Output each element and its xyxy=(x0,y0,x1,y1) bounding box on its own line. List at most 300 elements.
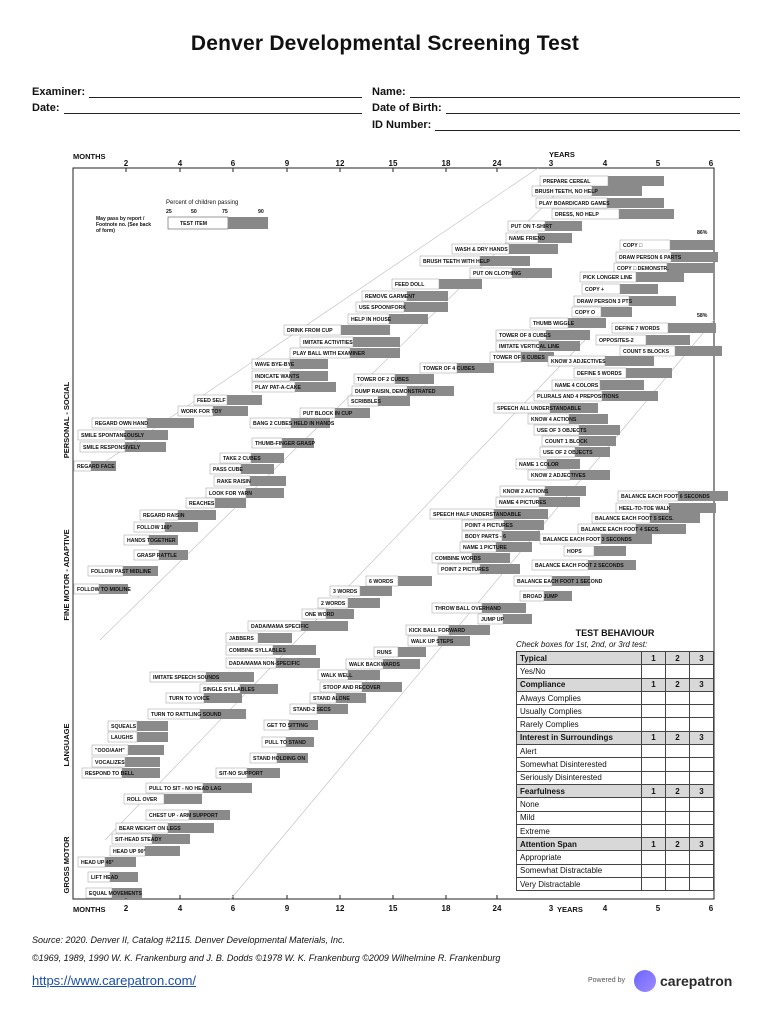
years-label-top: YEARS xyxy=(549,150,575,159)
test-item-label: INDICATE WANTS xyxy=(255,374,300,380)
behaviour-option-label: Somewhat Disinterested xyxy=(517,758,642,771)
bottom-month-15: 15 xyxy=(388,904,398,913)
test-item-label: GRASP RATTLE xyxy=(137,553,177,559)
test-item-label: BROAD JUMP xyxy=(523,594,558,600)
behaviour-checkbox[interactable] xyxy=(642,745,666,758)
behaviour-checkbox[interactable] xyxy=(690,665,714,678)
test-item-label: NAME 1 COLOR xyxy=(519,462,559,468)
test-item-bar xyxy=(508,221,582,231)
carepatron-logo-icon xyxy=(634,970,656,992)
test-item-bar xyxy=(366,576,432,586)
test-item-bar xyxy=(578,524,686,534)
test-item-label: SPEECH ALL UNDERSTANDABLE xyxy=(497,406,582,412)
bottom-year-6: 6 xyxy=(708,904,714,913)
test-item-bar xyxy=(348,314,428,324)
behaviour-checkbox[interactable] xyxy=(666,851,690,864)
test-item-bar xyxy=(300,337,400,347)
behaviour-checkbox[interactable] xyxy=(690,758,714,771)
test-item-label: IMITATE ACTIVITIES xyxy=(303,340,353,346)
behaviour-checkbox[interactable] xyxy=(690,851,714,864)
test-item-label: PLAY BALL WITH EXAMINER xyxy=(293,351,365,357)
behaviour-checkbox[interactable] xyxy=(642,851,666,864)
test-item-label: HEAD UP 45° xyxy=(81,860,114,866)
test-item-label: "OOO/AAH" xyxy=(95,748,125,754)
behaviour-option-label: Seriously Disinterested xyxy=(517,771,642,784)
test-item-label: IMITATE SPEECH SOUNDS xyxy=(153,675,220,681)
behaviour-checkbox[interactable] xyxy=(642,705,666,718)
behaviour-checkbox[interactable] xyxy=(690,798,714,811)
test-item-label: SQUEALS xyxy=(111,724,137,730)
tick-labels-bottom xyxy=(124,895,714,913)
test-item-bar xyxy=(226,645,316,655)
behaviour-checkbox[interactable] xyxy=(642,878,666,891)
test-item-bar xyxy=(616,503,716,513)
test-item-bar xyxy=(150,672,254,682)
behaviour-option-row xyxy=(517,878,714,891)
pct-58-label: 58% xyxy=(697,313,708,319)
test-item-bar xyxy=(186,498,246,508)
behaviour-col-header: 2 xyxy=(666,838,690,851)
test-item-label: BODY PARTS - 6 xyxy=(465,534,507,540)
test-item-bar xyxy=(146,810,230,820)
test-item-bar xyxy=(618,491,728,501)
behaviour-option-row xyxy=(517,705,714,718)
test-item-label: SIT-HEAD STEADY xyxy=(115,837,162,843)
test-item-bar xyxy=(140,510,216,520)
dob-label: Date of Birth: xyxy=(372,102,442,114)
behaviour-group-row xyxy=(517,652,714,665)
test-item-bar xyxy=(108,721,168,731)
test-item-label: KNOW 2 ADJECTIVES xyxy=(531,473,586,479)
test-item-label: OPPOSITES-2 xyxy=(599,338,634,344)
test-item-label: TOWER OF 8 CUBES xyxy=(499,333,551,339)
test-behaviour-panel xyxy=(516,628,714,891)
behaviour-option-row xyxy=(517,758,714,771)
behaviour-group-row xyxy=(517,784,714,797)
bar-shaded-segment xyxy=(164,794,202,804)
test-item-label: TOWER OF 6 CUBES xyxy=(493,355,545,361)
test-item-label: GET TO SITTING xyxy=(267,723,309,729)
test-item-label: BRUSH TEETH WITH HELP xyxy=(423,259,490,265)
test-item-bar xyxy=(262,737,314,747)
behaviour-checkbox[interactable] xyxy=(666,798,690,811)
bar-shaded-segment xyxy=(669,503,716,513)
carepatron-logo-text: carepatron xyxy=(660,973,733,989)
test-item-label: WASH & DRY HANDS xyxy=(455,247,508,253)
behaviour-checkbox[interactable] xyxy=(642,771,666,784)
test-item-bar xyxy=(532,186,642,196)
bar-shaded-segment xyxy=(360,586,392,596)
source-block xyxy=(32,931,500,967)
top-month-4: 4 xyxy=(177,159,183,168)
behaviour-col-header: 1 xyxy=(642,784,666,797)
test-item-label: NAME 4 PICTURES xyxy=(499,500,547,506)
page-title: Denver Developmental Screening Test xyxy=(190,32,580,55)
section-personal-social: PERSONAL - SOCIAL xyxy=(62,381,71,459)
behaviour-option-label: Yes/No xyxy=(517,665,642,678)
test-item-bar xyxy=(214,476,286,486)
behaviour-checkbox[interactable] xyxy=(666,718,690,731)
test-item-bar xyxy=(612,323,716,333)
behaviour-col-header: 1 xyxy=(642,652,666,665)
test-item-bar xyxy=(374,647,426,657)
test-item-label: REGARD OWN HAND xyxy=(95,421,149,427)
test-item-label: SINGLE SYLLABLES xyxy=(203,687,255,693)
test-item-label: SMILE SPONTANEOUSLY xyxy=(81,433,145,439)
test-item-bar xyxy=(210,464,274,474)
legend-note-wrap xyxy=(96,216,156,240)
test-item-label: STAND-2 SECS xyxy=(293,707,331,713)
test-item-bar xyxy=(82,768,160,778)
test-item-label: CHEST UP - ARM SUPPORT xyxy=(149,813,218,819)
bar-shaded-segment xyxy=(290,359,328,369)
test-item-label: TAKE 2 CUBES xyxy=(223,456,261,462)
section-fine-motor: FINE MOTOR - ADAPTIVE xyxy=(62,529,71,621)
bar-shaded-segment xyxy=(594,546,626,556)
legend xyxy=(96,200,268,240)
test-item-bar xyxy=(540,534,652,544)
test-item-label: BALANCE EACH FOOT 1 SECOND xyxy=(517,579,603,585)
behaviour-option-row xyxy=(517,811,714,824)
behaviour-option-row xyxy=(517,745,714,758)
test-item-label: JABBERS xyxy=(229,636,254,642)
test-item-label: DRAW PERSON 3 PTS xyxy=(577,299,633,305)
bottom-month-2: 2 xyxy=(123,904,129,913)
test-item-label: RAKE RAISIN xyxy=(217,479,251,485)
test-item-bar xyxy=(116,823,214,833)
test-item-label: SCRIBBLES xyxy=(351,399,381,405)
powered-by-text: Powered by xyxy=(588,977,625,984)
test-item-bar xyxy=(330,586,392,596)
top-month-24: 24 xyxy=(492,159,502,168)
test-item-label: COMBINE SYLLABLES xyxy=(229,648,286,654)
test-item-bar xyxy=(200,684,278,694)
behaviour-group-row xyxy=(517,838,714,851)
test-item-bar xyxy=(542,436,616,446)
behaviour-checkbox[interactable] xyxy=(666,745,690,758)
test-item-label: WALK WELL xyxy=(321,673,353,679)
behaviour-col-header: 2 xyxy=(666,652,690,665)
behaviour-checkbox[interactable] xyxy=(642,665,666,678)
top-year-4: 4 xyxy=(602,159,608,168)
test-item-bar xyxy=(248,621,348,631)
test-item-label: BEAR WEIGHT ON LEGS xyxy=(119,826,181,832)
bar-shaded-segment xyxy=(241,464,274,474)
test-item-label: FEED DOLL xyxy=(395,282,425,288)
name-label: Name: xyxy=(372,86,406,98)
behaviour-option-row xyxy=(517,798,714,811)
test-item-bar xyxy=(290,348,400,358)
behaviour-checkbox[interactable] xyxy=(642,824,666,837)
behaviour-checkbox[interactable] xyxy=(690,811,714,824)
test-item-bar xyxy=(352,386,454,396)
test-item-bar xyxy=(80,442,166,452)
behaviour-option-row xyxy=(517,864,714,877)
test-item-label: WORK FOR TOY xyxy=(181,409,222,415)
behaviour-option-row xyxy=(517,691,714,704)
test-item-label: BRUSH TEETH, NO HELP xyxy=(535,189,598,195)
behaviour-checkbox[interactable] xyxy=(642,811,666,824)
test-item-label: NAME 4 COLORS xyxy=(555,383,599,389)
test-item-bar xyxy=(290,704,348,714)
test-item-bar xyxy=(460,542,532,552)
behaviour-checkbox[interactable] xyxy=(642,864,666,877)
behaviour-checkbox[interactable] xyxy=(666,771,690,784)
test-item-label: USE OF 3 OBJECTS xyxy=(537,428,587,434)
test-item-label: POINT 4 PICTURES xyxy=(465,523,513,529)
behaviour-option-label: Appropriate xyxy=(517,851,642,864)
test-item-label: REGARD FACE xyxy=(77,464,115,470)
test-item-bar xyxy=(302,609,354,619)
bar-shaded-segment xyxy=(439,279,482,289)
test-item-bar xyxy=(592,513,700,523)
behaviour-checkbox[interactable] xyxy=(666,864,690,877)
test-item-label: ONE WORD xyxy=(305,612,335,618)
test-item-label: REGARD RAISIN xyxy=(143,513,185,519)
test-item-bar xyxy=(74,461,116,471)
test-item-label: STAND ALONE xyxy=(313,696,350,702)
test-item-bar xyxy=(528,470,610,480)
test-item-label: BANG 2 CUBES HELD IN HANDS xyxy=(253,421,335,427)
behaviour-option-label: None xyxy=(517,798,642,811)
test-item-label: KNOW 4 ACTIONS xyxy=(531,417,577,423)
test-item-bar xyxy=(264,720,318,730)
behaviour-col-header: 3 xyxy=(690,784,714,797)
test-item-bar xyxy=(564,546,626,556)
test-item-label: WALK UP STEPS xyxy=(411,639,454,645)
bar-shaded-segment xyxy=(404,302,448,312)
behaviour-col-header: 3 xyxy=(690,652,714,665)
behaviour-subtitle: Check boxes for 1st, 2nd, or 3rd test: xyxy=(516,640,648,649)
test-item-bar xyxy=(582,284,658,294)
test-item-bar xyxy=(496,330,590,340)
bar-shaded-segment xyxy=(147,418,194,428)
top-year-5: 5 xyxy=(655,159,661,168)
behaviour-checkbox[interactable] xyxy=(690,718,714,731)
test-item-bar xyxy=(74,584,131,594)
top-month-15: 15 xyxy=(388,159,398,168)
source-text: Source: 2020. Denver II, Catalog #2115. Denver Developmental Materials, Inc. xyxy=(32,935,346,945)
behaviour-checkbox[interactable] xyxy=(642,798,666,811)
bar-shaded-segment xyxy=(128,745,164,755)
behaviour-checkbox[interactable] xyxy=(666,665,690,678)
test-item-bar xyxy=(178,406,248,416)
bar-shaded-segment xyxy=(378,396,410,406)
test-item-label: COPY □ xyxy=(623,243,643,249)
behaviour-checkbox[interactable] xyxy=(690,705,714,718)
test-item-label: BALANCE EACH FOOT 5 SECS. xyxy=(595,516,674,522)
test-item-bar xyxy=(620,346,722,356)
test-item-label: SPEECH HALF UNDERSTANDABLE xyxy=(433,512,522,518)
test-item-label: BALANCE EACH FOOT 4 SECS. xyxy=(581,527,660,533)
test-item-bar xyxy=(574,368,672,378)
test-item-bar xyxy=(548,356,654,366)
test-item-label: KICK BALL FORWARD xyxy=(409,628,466,634)
legend-pct-25: 25 xyxy=(166,209,172,215)
bar-shaded-segment xyxy=(592,186,642,196)
legend-note: May pass by report / Footnote no. (See back of form) xyxy=(96,216,152,234)
behaviour-option-label: Alert xyxy=(517,745,642,758)
legend-title: Percent of children passing xyxy=(166,200,239,206)
test-item-bar xyxy=(540,447,610,457)
test-item-label: NAME FRIEND xyxy=(509,236,546,242)
test-item-label: ROLL OVER xyxy=(127,797,158,803)
months-label-bottom: MONTHS xyxy=(73,905,106,914)
behaviour-checkbox[interactable] xyxy=(666,824,690,837)
test-item-bar xyxy=(552,209,674,219)
test-item-bar xyxy=(452,244,558,254)
behaviour-checkbox[interactable] xyxy=(690,691,714,704)
bottom-month-4: 4 xyxy=(177,904,183,913)
test-item-label: PUT BLOCK IN CUP xyxy=(303,411,353,417)
bar-shaded-segment xyxy=(601,307,632,317)
test-item-label: PULL TO SIT - NO HEAD LAG xyxy=(149,786,222,792)
bar-shaded-segment xyxy=(600,380,644,390)
behaviour-checkbox[interactable] xyxy=(666,705,690,718)
test-item-bar xyxy=(88,872,138,882)
test-item-bar xyxy=(250,418,335,428)
test-item-label: SIT-NO SUPPORT xyxy=(219,771,263,777)
bottom-year-4: 4 xyxy=(602,904,608,913)
test-item-label: HANDS TOGETHER xyxy=(127,538,176,544)
test-item-bar xyxy=(496,497,580,507)
test-item-label: JUMP UP xyxy=(481,617,504,623)
behaviour-checkbox[interactable] xyxy=(642,691,666,704)
test-item-label: PLAY PAT-A-CAKE xyxy=(255,385,301,391)
test-item-label: VOCALIZES xyxy=(95,760,125,766)
test-item-label: DRINK FROM CUP xyxy=(287,328,333,334)
behaviour-checkbox[interactable] xyxy=(690,824,714,837)
test-item-label: PLURALS AND 4 PREPOSITIONS xyxy=(537,394,619,400)
test-item-label: COPY + xyxy=(585,287,605,293)
test-item-bar xyxy=(574,296,676,306)
carepatron-link[interactable]: https://www.carepatron.com/ xyxy=(32,973,197,988)
behaviour-option-label: Extreme xyxy=(517,824,642,837)
top-month-6: 6 xyxy=(230,159,236,168)
test-item-bar xyxy=(420,363,494,373)
test-item-bar xyxy=(470,268,552,278)
test-item-label: DRAW PERSON 6 PARTS xyxy=(619,255,682,261)
top-month-2: 2 xyxy=(123,159,129,168)
behaviour-col-header: 3 xyxy=(690,678,714,691)
test-item-bar xyxy=(78,430,168,440)
test-item-label: COPY □ DEMONSTR. xyxy=(617,266,669,272)
behaviour-option-row xyxy=(517,851,714,864)
test-item-label: FEED SELF xyxy=(197,398,226,404)
test-item-bar xyxy=(284,325,390,335)
test-item-bar xyxy=(532,560,636,570)
test-item-label: WAVE BYE-BYE xyxy=(255,362,295,368)
behaviour-option-row xyxy=(517,718,714,731)
bar-shaded-segment xyxy=(295,382,336,392)
test-item-label: TOWER OF 2 CUBES xyxy=(357,377,409,383)
test-item-label: RESPOND TO BELL xyxy=(85,771,135,777)
behaviour-checkbox[interactable] xyxy=(690,864,714,877)
test-item-bar xyxy=(92,418,194,428)
behaviour-col-header: 1 xyxy=(642,838,666,851)
test-item-bar xyxy=(490,352,554,362)
test-item-bar xyxy=(310,693,366,703)
test-item-bar xyxy=(124,535,178,545)
test-item-label: 6 WORDS xyxy=(369,579,394,585)
test-item-bar xyxy=(108,732,168,742)
legend-item: TEST ITEM xyxy=(180,221,208,227)
test-item-label: DRESS, NO HELP xyxy=(555,212,599,218)
behaviour-checkbox[interactable] xyxy=(666,878,690,891)
behaviour-checkbox[interactable] xyxy=(690,878,714,891)
test-item-bar xyxy=(462,531,540,541)
test-item-bar xyxy=(516,459,580,469)
behaviour-option-row xyxy=(517,771,714,784)
behaviour-checkbox[interactable] xyxy=(666,691,690,704)
test-item-label: POINT 2 PICTURES xyxy=(441,567,489,573)
bar-shaded-segment xyxy=(398,576,432,586)
test-item-bar xyxy=(318,670,380,680)
test-item-label: STOOP AND RECOVER xyxy=(323,685,381,691)
bar-shaded-segment xyxy=(389,314,428,324)
copyright-text: ©1969, 1989, 1990 W. K. Frankenburg and J. B. Dodds ©1978 W. K. Frankenburg ©2009 Wilhelmine R. Frankenburg xyxy=(32,953,501,963)
test-item-bar xyxy=(92,757,160,767)
bar-shaded-segment xyxy=(204,693,242,703)
section-gross-motor: GROSS MOTOR xyxy=(62,836,71,894)
test-item-label: NAME 1 PICTURE xyxy=(463,545,507,551)
test-item-bar xyxy=(220,453,284,463)
bar-shaded-segment xyxy=(398,647,426,657)
test-item-label: DUMP RAISIN, DEMONSTRATED xyxy=(355,389,436,395)
test-item-label: FOLLOW PAST MIDLINE xyxy=(91,569,152,575)
test-item-label: HOPS xyxy=(567,549,582,555)
test-item-bar xyxy=(616,252,718,262)
test-item-label: BALANCE EACH FOOT 6 SECONDS xyxy=(621,494,710,500)
bottom-month-24: 24 xyxy=(492,904,502,913)
behaviour-option-label: Rarely Complies xyxy=(517,718,642,731)
test-item-bar xyxy=(354,374,434,384)
test-item-label: PICK LONGER LINE xyxy=(583,275,633,281)
test-item-label: REACHES xyxy=(189,501,215,507)
legend-pct-90: 90 xyxy=(258,209,264,215)
test-item-bar xyxy=(596,335,690,345)
behaviour-option-label: Always Complies xyxy=(517,691,642,704)
behaviour-checkbox[interactable] xyxy=(666,758,690,771)
behaviour-checkbox[interactable] xyxy=(642,718,666,731)
behaviour-checkbox[interactable] xyxy=(642,758,666,771)
test-item-bar xyxy=(494,403,598,413)
bar-shaded-segment xyxy=(348,598,380,608)
test-item-bar xyxy=(250,753,308,763)
test-item-bar xyxy=(528,414,608,424)
test-item-label: BALANCE EACH FOOT 3 SECONDS xyxy=(543,537,632,543)
behaviour-checkbox[interactable] xyxy=(690,771,714,784)
behaviour-checkbox[interactable] xyxy=(690,745,714,758)
bar-shaded-segment xyxy=(608,176,664,186)
test-item-bar xyxy=(320,682,402,692)
test-item-bar xyxy=(252,438,315,448)
test-item-bar xyxy=(252,382,336,392)
date-label: Date: xyxy=(32,102,60,114)
behaviour-checkbox[interactable] xyxy=(666,811,690,824)
test-item-bar xyxy=(88,566,158,576)
bar-shaded-segment xyxy=(668,323,716,333)
bottom-month-9: 9 xyxy=(284,904,290,913)
bar-shaded-segment xyxy=(145,846,180,856)
test-item-bar xyxy=(534,425,620,435)
test-item-label: STAND HOLDING ON xyxy=(253,756,306,762)
test-item-bar xyxy=(166,693,242,703)
test-item-bar xyxy=(86,888,142,898)
behaviour-option-label: Usually Complies xyxy=(517,705,642,718)
behaviour-col-header: 3 xyxy=(690,838,714,851)
test-item-label: REMOVE GARMENT xyxy=(365,294,416,300)
